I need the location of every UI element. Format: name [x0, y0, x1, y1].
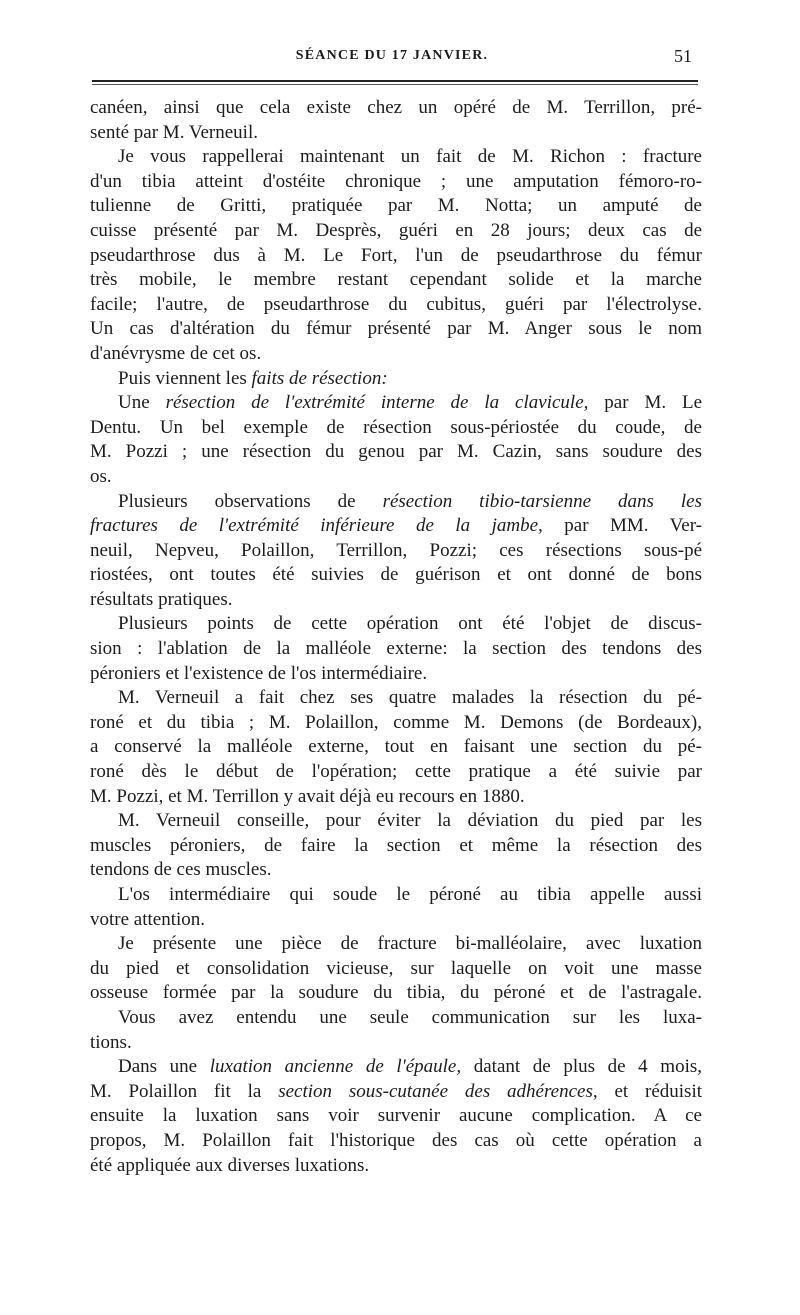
text-line: tions. [90, 1031, 132, 1053]
text-line: d'un tibia atteint d'ostéite chronique ; une amputation fémoro-ro- [90, 170, 702, 192]
text-line: Plusieurs points de cette opération ont été l'objet de discus- [118, 613, 702, 635]
text-line: résultats pratiques. [90, 588, 233, 610]
text-line: cuisse présenté par M. Desprès, guéri en 28 jours; deux cas de [90, 219, 702, 241]
text-line: fractures de l'extrémité inférieure de la jambe, par MM. Ver- [90, 515, 703, 537]
text-line: Un cas d'altération du fémur présenté par M. Anger sous le nom [90, 318, 702, 340]
text-line: M. Polaillon fit la section sous-cutanée des adhérences, et réduisit [90, 1080, 703, 1102]
text-line: Dentu. Un bel exemple de résection sous-périostée du coude, de [90, 416, 702, 438]
text-line: été appliquée aux diverses luxations. [90, 1154, 370, 1176]
text-line: roné dès le début de l'opération; cette pratique a été suivie par [90, 761, 702, 783]
text-line: senté par M. Verneuil. [90, 121, 258, 143]
text-line: d'anévrysme de cet os. [90, 342, 262, 364]
text-line: neuil, Nepveu, Polaillon, Terrillon, Pozzi; ces résections sous-pé [90, 539, 702, 561]
text-line: tendons de ces muscles. [90, 859, 272, 881]
text-line: du pied et consolidation vicieuse, sur laquelle on voit une masse [90, 957, 702, 979]
running-head [92, 48, 692, 72]
body-text [90, 96, 702, 1178]
text-line: Une résection de l'extrémité interne de la clavicule, par M. Le [118, 392, 703, 414]
text-line: L'os intermédiaire qui soude le péroné au tibia appelle aussi [118, 884, 702, 905]
text-line: facile; l'autre, de pseudarthrose du cubitus, guéri par l'électrolyse. [90, 293, 702, 315]
text-line: Puis viennent les faits de résection: [118, 367, 388, 389]
text-line: Vous avez entendu une seule communication sur les luxa- [118, 1006, 702, 1028]
text-line: M. Verneuil a fait chez ses quatre malades la résection du pé- [118, 687, 702, 709]
text-line: muscles péroniers, de faire la section et même la résection des [90, 834, 702, 856]
page-number: 51 [674, 46, 692, 66]
header-rule-thin [92, 84, 698, 85]
running-title: SÉANCE DU 17 JANVIER. [295, 48, 489, 63]
text-line: M. Pozzi, et M. Terrillon y avait déjà eu recours en 1880. [90, 785, 525, 807]
text-line: riostées, ont toutes été suivies de guérison et ont donné de bons [90, 564, 702, 586]
text-line: Plusieurs observations de résection tibio-tarsienne dans les [118, 490, 702, 512]
text-line: tulienne de Gritti, pratiquée par M. Notta; un amputé de [90, 195, 702, 217]
header-rule [92, 80, 698, 82]
text-line: ensuite la luxation sans voir survenir aucune complication. A ce [90, 1105, 702, 1127]
text-line: propos, M. Polaillon fait l'historique des cas où cette opération a [90, 1129, 702, 1151]
text-line: Dans une luxation ancienne de l'épaule, datant de plus de 4 mois, [118, 1056, 703, 1078]
text-line: Je présente une pièce de fracture bi-malléolaire, avec luxation [118, 933, 702, 955]
text-line: os. [90, 465, 112, 487]
text-line: osseuse formée par la soudure du tibia, du péroné et de l'astragale. [90, 982, 702, 1004]
text-line: péroniers et l'existence de l'os intermédiaire. [90, 662, 428, 684]
text-line: roné et du tibia ; M. Polaillon, comme M. Demons (de Bordeaux), [90, 711, 702, 733]
text-line: a conservé la malléole externe, tout en faisant une section du pé- [90, 736, 702, 758]
text-line: très mobile, le membre restant cependant solide et la marche [90, 269, 702, 291]
text-line: votre attention. [90, 908, 206, 930]
text-line: M. Pozzi ; une résection du genou par M. Cazin, sans soudure des [90, 441, 702, 463]
text-line: sion : l'ablation de la malléole externe: la section des tendons des [90, 638, 702, 660]
text-line: canéen, ainsi que cela existe chez un opéré de M. Terrillon, pré- [90, 97, 702, 118]
text-line: M. Verneuil conseille, pour éviter la déviation du pied par les [118, 810, 702, 832]
text-line: pseudarthrose dus à M. Le Fort, l'un de pseudarthrose du fémur [90, 244, 702, 266]
text-line: Je vous rappellerai maintenant un fait de M. Richon : fracture [118, 146, 702, 168]
